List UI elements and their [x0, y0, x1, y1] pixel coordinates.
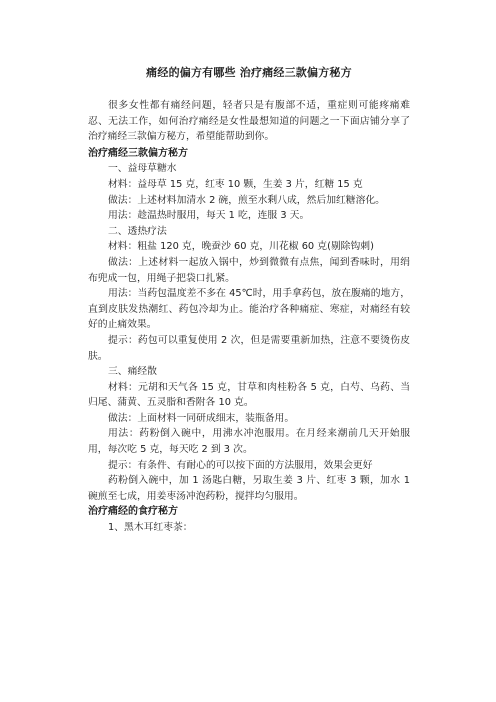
intro-paragraph: 很多女性都有痛经问题，轻者只是有腹部不适，重症则可能疼痛难忍、无法工作，如何治疗痛经是女性最想知道的问题之一下面店铺分享了治疗痛经三款偏方秘方，希望能帮助到你。: [88, 100, 410, 143]
recipe3-heading: 三、痛经散: [108, 366, 157, 378]
recipe3-materials: 材料：元胡和天气各 15 克，甘草和肉桂粉各 5 克，白芍、乌药、当归尾、蒲黄、五灵脂和香附各 10 克。: [88, 381, 410, 409]
recipe1-usage: 用法：趁温热时服用，每天 1 吃，连服 3 天。: [108, 210, 310, 222]
page-title: 痛经的偏方有哪些 治疗痛经三款偏方秘方: [146, 66, 352, 79]
food1-heading: 1、黑木耳红枣茶：: [108, 522, 193, 534]
recipe2-heading: 二、透热疗法: [108, 225, 167, 237]
recipe1-method: 做法：上述材料加清水 2 碗，煎至水剩八成，然后加红糖溶化。: [108, 194, 385, 206]
recipe1-materials: 材料：益母草 15 克，红枣 10 颗，生姜 3 片，红糖 15 克: [108, 178, 363, 190]
recipe2-materials: 材料：粗盐 120 克，晚蚕沙 60 克，川花椒 60 克(剔除钩刺): [108, 241, 374, 253]
recipe3-usage: 用法：药粉倒入碗中，用沸水冲泡服用。在月经来潮前几天开始服用，每次吃 5 克，每天吃 2 到 3 次。: [88, 428, 410, 456]
section-heading-recipes: 治疗痛经三款偏方秘方: [88, 147, 188, 159]
recipe3-extra: 药粉倒入碗中，加 1 汤匙白糖，另取生姜 3 片、红枣 3 颗，加水 1 碗煎至七成，用姜枣汤冲泡药粉，搅拌均匀服用。: [88, 475, 410, 502]
recipe3-tip: 提示：有条件、有耐心的可以按下面的方法服用，效果会更好: [108, 459, 373, 471]
recipe1-heading: 一、益母草糖水: [108, 163, 177, 175]
recipe2-method: 做法：上述材料一起放入锅中，炒到微微有点焦，闻到香味时，用绢布兜成一包，用绳子把袋口扎紧。: [88, 256, 410, 284]
recipe3-method: 做法：上面材料一同研成细末，装瓶备用。: [108, 412, 295, 424]
section-heading-food: 治疗痛经的食疗秘方: [88, 506, 178, 518]
recipe2-tip: 提示：药包可以重复使用 2 次，但是需要重新加热，注意不要烫伤皮肤。: [88, 334, 410, 362]
recipe2-usage: 用法：当药包温度差不多在 45℃时，用手拿药包，放在腹痛的地方，直到皮肤发热潮红、药包冷却为止。能治疗各种痛症、寒症，对痛经有较好的止痛效果。: [88, 288, 410, 331]
